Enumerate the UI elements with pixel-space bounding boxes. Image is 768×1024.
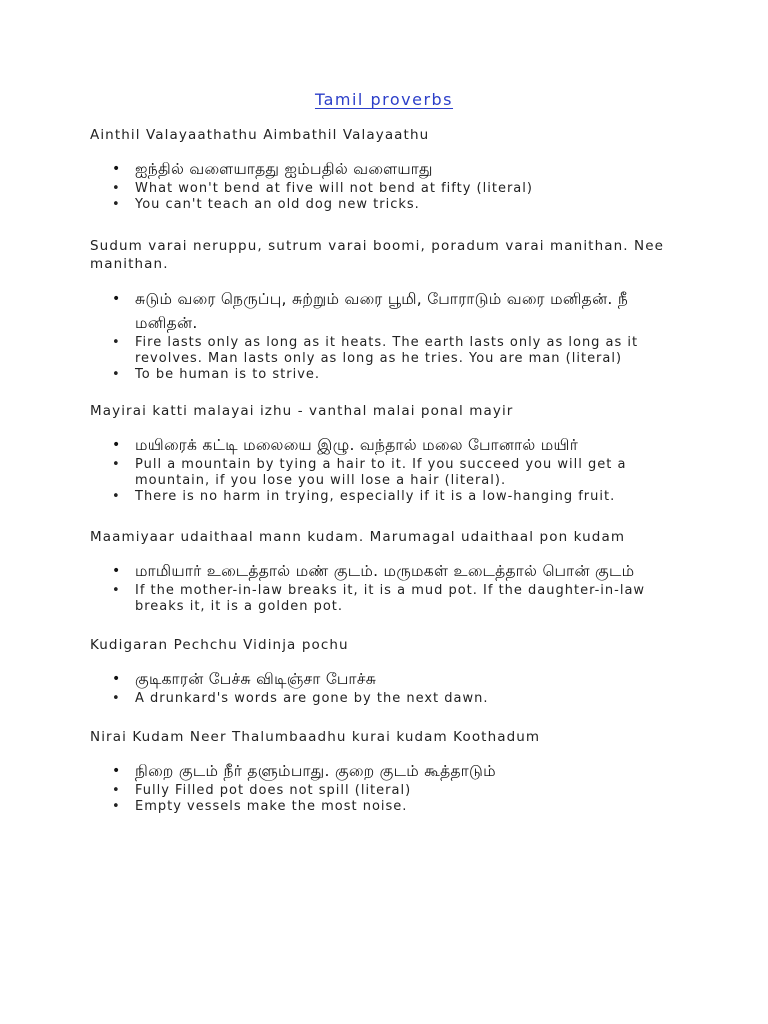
proverb-meaning: • Fire lasts only as long as it heats. The earth lasts only as long as it revolves. Man lasts only as long as he tries. You are man (literal) [90,335,690,367]
proverb-list [90,667,690,707]
proverb-list [90,759,690,815]
proverb-transliteration: Ainthil Valayaathathu Aimbathil Valayaathu [90,127,430,143]
proverb-tamil-text: • மாமியார் உடைத்தால் மண் குடம். மருமகள் உடைத்தால் பொன் குடம் [90,559,690,583]
proverb-section-4 [90,528,690,615]
proverb-section-3 [90,402,690,505]
proverb-section-2 [90,237,690,383]
page-title[interactable]: Tamil proverbs [314,90,454,109]
proverb-tamil-text: • நிறை குடம் நீர் தளும்பாது. குறை குடம் கூத்தாடும் [90,759,690,783]
proverb-tamil-text: • ஐந்தில் வளையாதது ஐம்பதில் வளையாது [90,157,690,181]
proverb-tamil-text: • குடிகாரன் பேச்சு விடிஞ்சா போச்சு [90,667,690,691]
proverb-transliteration: Mayirai katti malayai izhu - vanthal malai ponal mayir [90,403,514,419]
proverb-list [90,287,690,383]
proverb-list [90,559,690,615]
proverb-meaning: • Empty vessels make the most noise. [90,799,690,815]
proverb-meaning: • Pull a mountain by tying a hair to it. If you succeed you will get a mountain, if you lose you will lose a hair (literal). [90,457,690,489]
proverb-meaning: • Fully Filled pot does not spill (literal) [90,783,690,799]
proverb-meaning: • There is no harm in trying, especially if it is a low-hanging fruit. [90,489,690,505]
proverb-section-5 [90,636,690,707]
proverb-section-1 [90,126,690,213]
proverb-transliteration: Sudum varai neruppu, sutrum varai boomi, poradum varai manithan. Nee manithan. [90,238,665,272]
proverb-meaning: • To be human is to strive. [90,367,690,383]
proverb-list [90,157,690,213]
proverb-transliteration: Kudigaran Pechchu Vidinja pochu [90,637,349,653]
proverb-tamil-text: • சுடும் வரை நெருப்பு, சுற்றும் வரை பூமி, போராடும் வரை மனிதன். நீ மனிதன். [90,287,690,335]
proverb-transliteration: Maamiyaar udaithaal mann kudam. Marumagal udaithaal pon kudam [90,529,626,545]
proverb-meaning: • What won't bend at five will not bend at fifty (literal) [90,181,690,197]
proverb-transliteration: Nirai Kudam Neer Thalumbaadhu kurai kudam Koothadum [90,729,541,745]
proverb-meaning: • You can't teach an old dog new tricks. [90,197,690,213]
proverb-meaning: • If the mother-in-law breaks it, it is a mud pot. If the daughter-in-law breaks it, it is a golden pot. [90,583,690,615]
proverb-tamil-text: • மயிரைக் கட்டி மலையை இழு. வந்தால் மலை போனால் மயிர் [90,433,690,457]
proverb-section-6 [90,728,690,815]
proverb-list [90,433,690,505]
proverb-meaning: • A drunkard's words are gone by the next dawn. [90,691,690,707]
